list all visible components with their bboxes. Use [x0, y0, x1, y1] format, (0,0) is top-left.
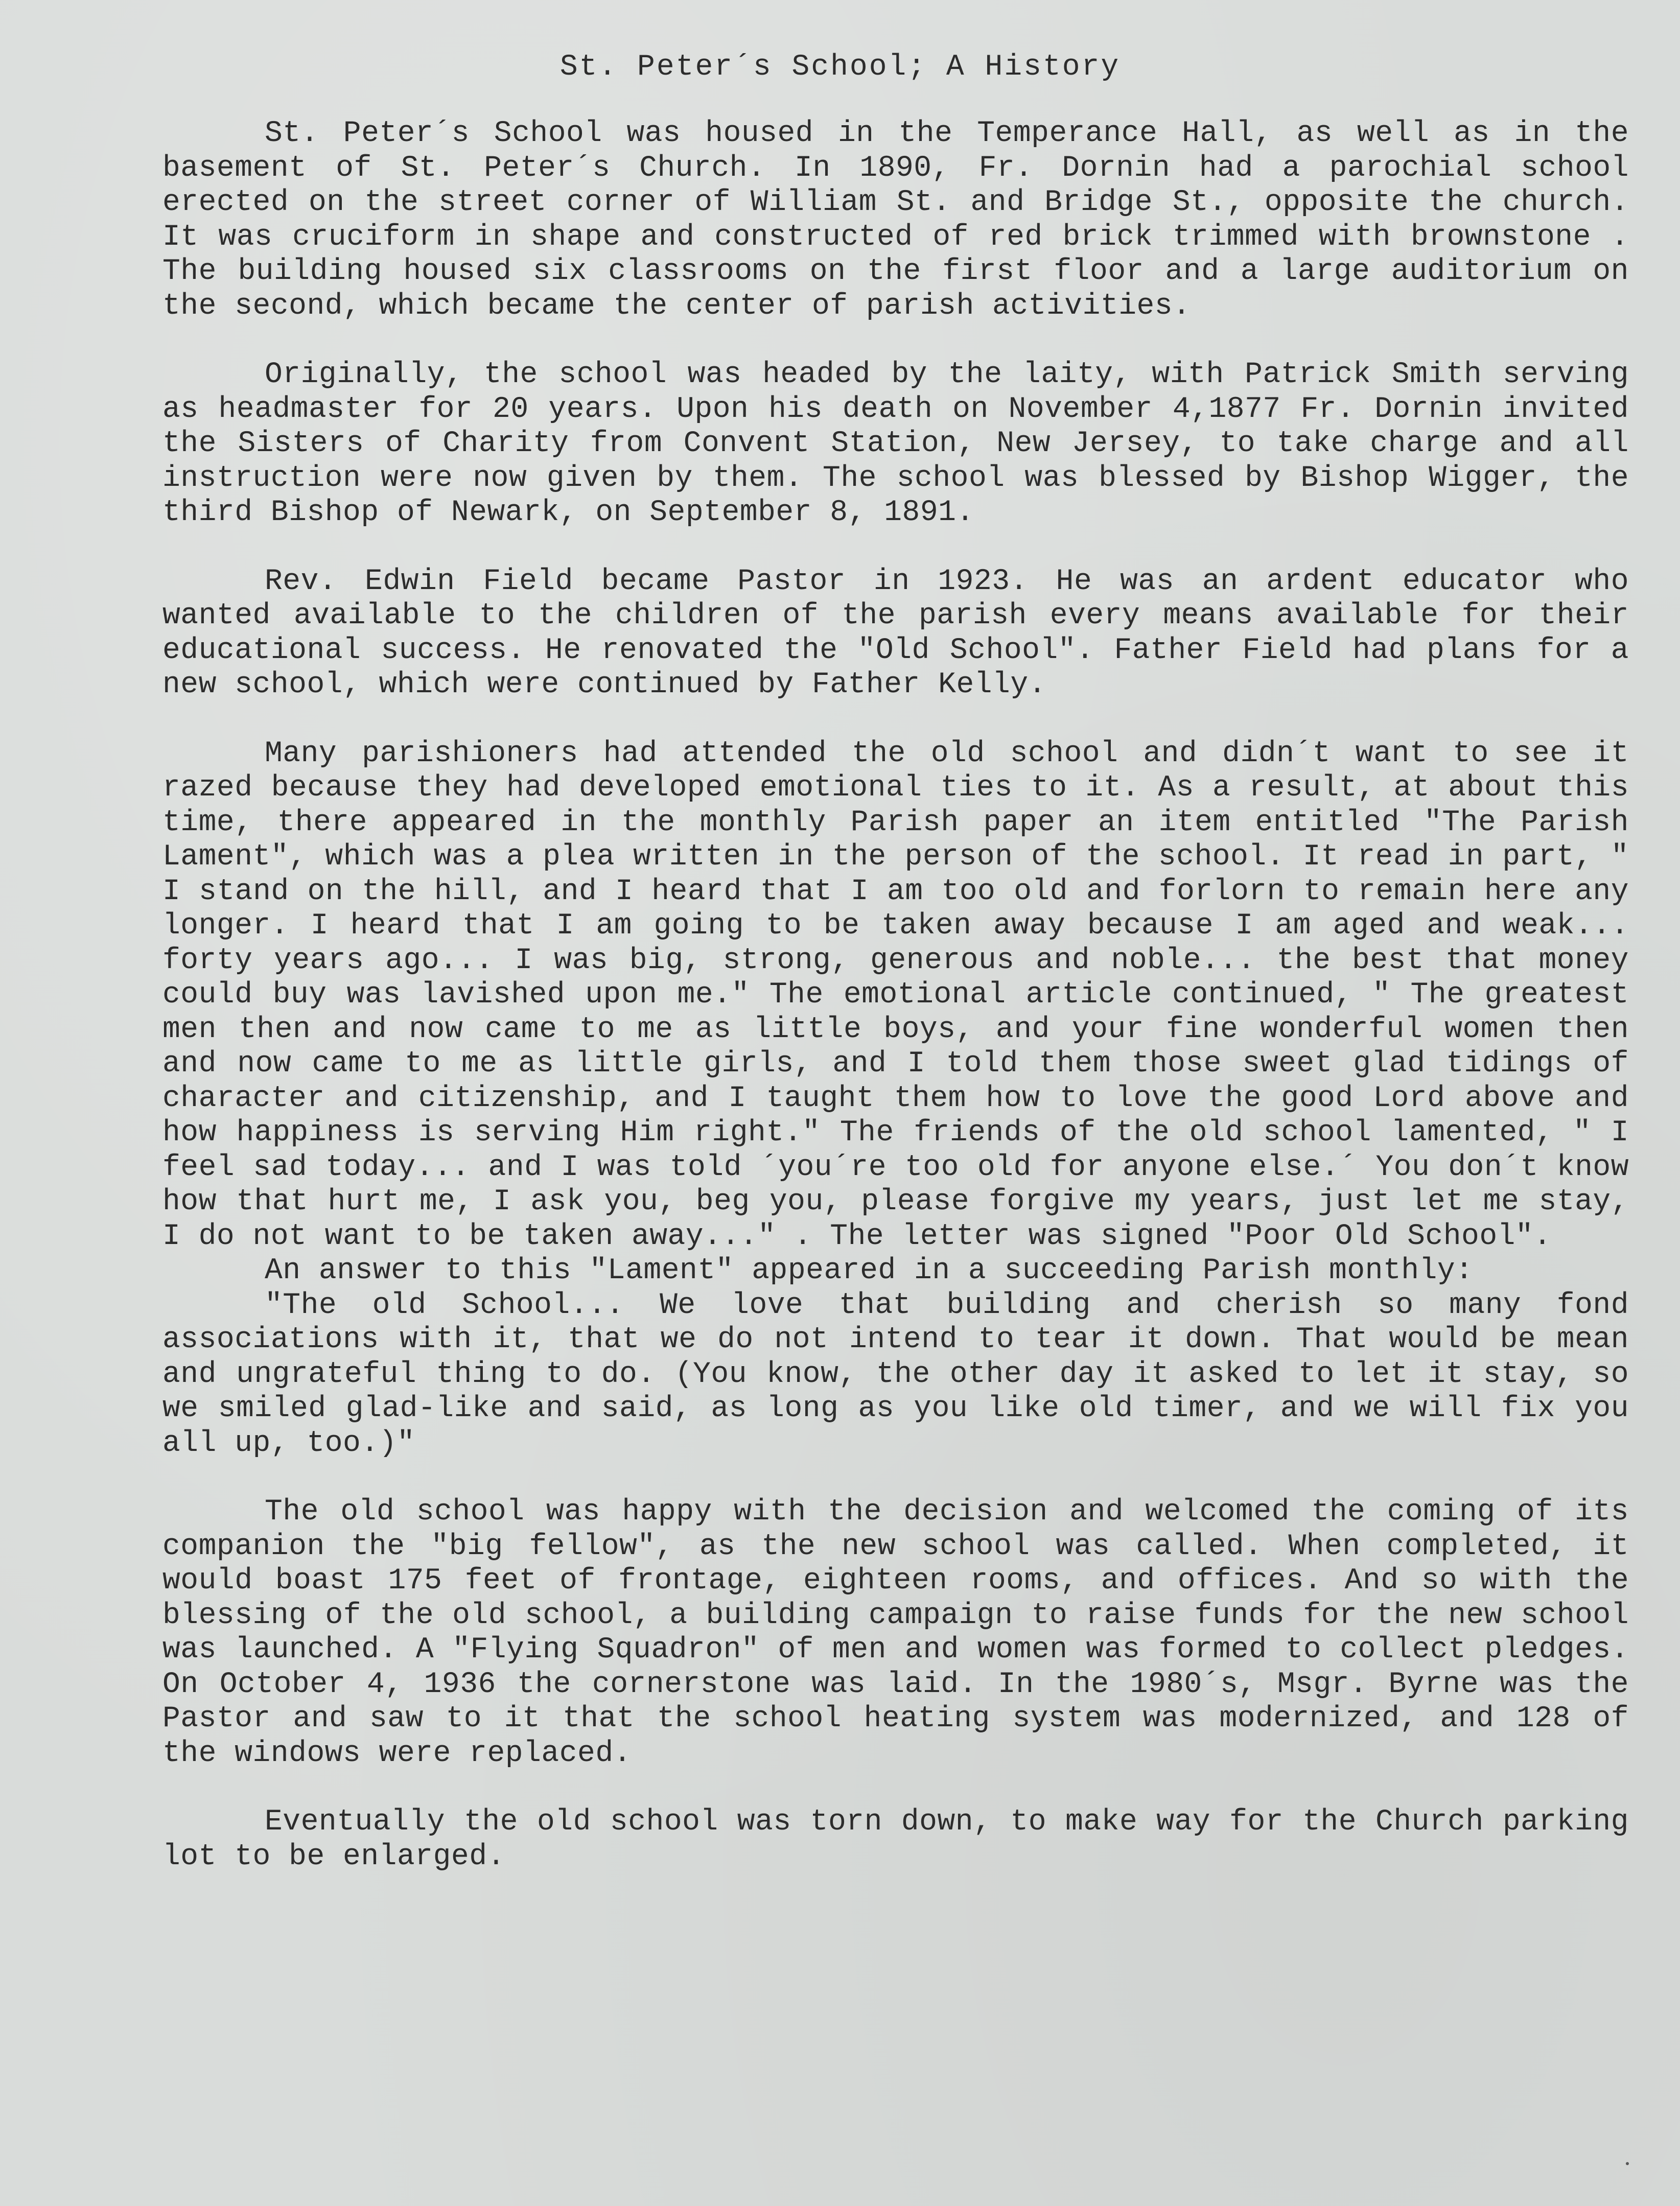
- paragraph-lament-answer-intro: An answer to this "Lament" appeared in a succeeding Parish monthly:: [265, 1254, 1474, 1287]
- paragraph-building-history: St. Peter´s School was housed in the Temperance Hall, as well as in the basement of St. Peter´s Church. In 1890, Fr. Dornin had a parochial school erected on the street corner of William St. and Bridge St., opposite the church. It was cruciform in shape and constructed of red brick trimmed with brownstone . The building housed six classrooms on the first floor and a large auditorium on the second, which became the center of parish activities.: [162, 117, 1629, 323]
- paragraph-new-school: The old school was happy with the decision and welcomed the coming of its companion the "big fellow", as the new school was called. When completed, it would boast 175 feet of frontage, eighteen rooms, and offices. And so with the blessing of the old school, a building campaign to raise funds for the new school was launched. A "Flying Squadron" of men and women was formed to collect pledges. On October 4, 1936 the cornerstone was laid. In the 1980´s, Msgr. Byrne was the Pastor and saw to it that the school heating system was modernized, and 128 of the windows were replaced.: [162, 1495, 1629, 1770]
- paragraph-parish-lament: Many parishioners had attended the old school and didn´t want to see it razed because they had developed emotional ties to it. As a result, at about this time, there appeared in the monthly Parish paper an item entitled "The Parish Lament", which was a plea written in the person of the school. It read in part, " I stand on the hill, and I heard that I am too old and forlorn to remain here any longer. I heard that I am going to be taken away because I am aged and weak... forty years ago... I was big, strong, generous and noble... the best that money could buy was lavished upon me." The emotional article continued, " The greatest men then and now came to me as little boys, and your fine wonderful women then and now came to me as little girls, and I told them those sweet glad tidings of character and citizenship, and I taught them how to love the good Lord above and how happiness is serving Him right." The friends of the old school lamented, " I feel sad today... and I was told ´you´re too old for anyone else.´ You don´t know how that hurt me, I ask you, beg you, please forgive my years, just let me stay, I do not want to be taken away..." . The letter was signed "Poor Old School".: [162, 737, 1629, 1253]
- paper-speck: [1626, 2162, 1629, 2165]
- paragraph-demolition: Eventually the old school was torn down, to make way for the Church parking lot to be enlarged.: [162, 1805, 1629, 1873]
- paragraph-spacer: [162, 1771, 1629, 1805]
- paragraph-spacer: [162, 530, 1629, 565]
- paragraph-spacer: [162, 702, 1629, 737]
- document-body: [162, 116, 1629, 1874]
- document-title: St. Peter´s School; A History: [559, 51, 1121, 84]
- paragraph-spacer: [162, 1461, 1629, 1495]
- paragraph-lament-answer-quote: "The old School... We love that building and cherish so many fond associations with it, that we do not intend to tear it down. That would be mean and ungrateful thing to do. (You know, the other day it asked to let it stay, so we smiled glad-like and said, as long as you like old timer, and we will fix you all up, too.)": [162, 1288, 1629, 1460]
- paragraph-rev-field: Rev. Edwin Field became Pastor in 1923. He was an ardent educator who wanted available to the children of the parish every means available for their educational success. He renovated the "Old School". Father Field had plans for a new school, which were continued by Father Kelly.: [162, 565, 1629, 701]
- paragraph-spacer: [162, 323, 1629, 358]
- paragraph-school-leadership: Originally, the school was headed by the laity, with Patrick Smith serving as headmaster for 20 years. Upon his death on November 4,1877 Fr. Dornin invited the Sisters of Charity from Convent Station, New Jersey, to take charge and all instruction were now given by them. The school was blessed by Bishop Wigger, the third Bishop of Newark, on September 8, 1891.: [162, 358, 1629, 529]
